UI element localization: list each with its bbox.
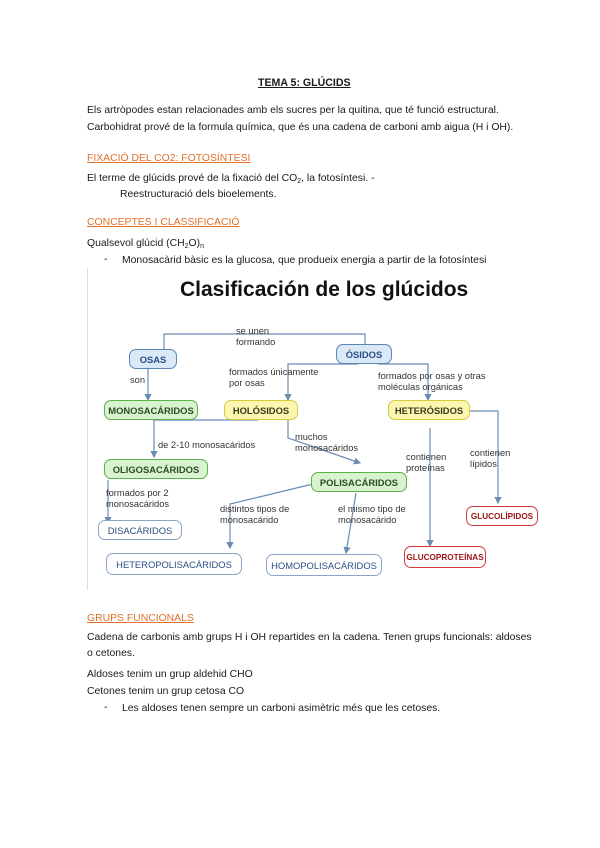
label-se-unen: se unen formando	[236, 326, 276, 347]
grups-bullet-1: Les aldoses tenen sempre un carboni asimètric més que les cetoses.	[122, 703, 441, 714]
node-disacaridos: DISACÁRIDOS	[98, 520, 182, 540]
grups-line-4: Cetones tenim un grup cetosa CO	[87, 686, 245, 697]
node-polisacaridos: POLISACÁRIDOS	[311, 472, 407, 492]
intro-line-1: Els artròpodes estan relacionades amb els sucres per la quitina, que té funció estructural.	[87, 105, 499, 116]
node-heterosidos: HETERÓSIDOS	[388, 400, 470, 420]
bullet-dash: -	[104, 702, 108, 713]
connector-holo-oligo	[154, 420, 258, 457]
grups-line-2: o cetones.	[87, 648, 135, 659]
node-oligosacaridos: OLIGOSACÁRIDOS	[104, 459, 208, 479]
diagram-connectors	[88, 268, 514, 590]
node-osidos: ÓSIDOS	[336, 344, 392, 364]
label-formados-por-2: formados por 2 monosacáridos	[106, 488, 170, 509]
grups-line-1: Cadena de carbonis amb grups H i OH repartides en la cadena. Tenen grups funcionals: aldoses	[87, 632, 532, 643]
conceptes-bullet-1: Monosacàrid bàsic es la glucosa, que produeix energia a partir de la fotosíntesi	[122, 255, 487, 266]
node-holosidos: HOLÓSIDOS	[224, 400, 298, 420]
label-distintos: distintos tipos de monosacárido	[220, 504, 290, 525]
node-glucolipidos: GLUCOLÍPIDOS	[466, 506, 538, 526]
label-son: son	[130, 375, 145, 385]
section-heading-fixacio: FIXACIÓ DEL CO2: FOTOSÍNTESI	[87, 153, 251, 164]
page-title: TEMA 5: GLÚCIDS	[258, 77, 351, 89]
label-contienen-proteinas: contienen proteínas	[406, 452, 447, 473]
label-de-2-10: de 2-10 monosacáridos	[158, 440, 256, 450]
section-heading-grups: GRUPS FUNCIONALS	[87, 613, 194, 624]
diagram-title: Clasificación de los glúcidos	[180, 278, 469, 301]
grups-line-3: Aldoses tenim un grup aldehid CHO	[87, 669, 253, 680]
label-contienen-lipidos: contienen lípidos	[470, 448, 511, 469]
bullet-dash: -	[104, 254, 108, 265]
label-muchos: muchos monosacáridos	[295, 432, 359, 453]
section-heading-conceptes: CONCEPTES I CLASSIFICACIÓ	[87, 217, 240, 228]
node-heteropolisacaridos: HETEROPOLISACÁRIDOS	[106, 553, 242, 575]
conceptes-line-1: Qualsevol glúcid $(CH_2O)_n$	[87, 238, 204, 250]
node-monosacaridos: MONOSACÁRIDOS	[104, 400, 198, 420]
classification-diagram	[87, 268, 534, 590]
label-formados-unicamente: formados únicamente por osas	[229, 367, 319, 388]
node-glucoproteinas: GLUCOPROTEÍNAS	[404, 546, 486, 568]
label-mismo: el mismo tipo de monosacárido	[338, 504, 406, 525]
label-formados-por-osas: formados por osas y otras moléculas orgánicas	[378, 371, 486, 392]
fixacio-line-2: Reestructuració dels bioelements.	[120, 189, 277, 200]
fixacio-line-1: El terme de glúcids prové de la fixació del $CO_2$, la fotosíntesi. -	[87, 173, 375, 185]
node-osas: OSAS	[129, 349, 177, 369]
node-homopolisacaridos: HOMOPOLISACÁRIDOS	[266, 554, 382, 576]
intro-line-2: Carbohidrat prové de la formula química, que és una cadena de carboni amb aigua (H i OH).	[87, 122, 514, 133]
